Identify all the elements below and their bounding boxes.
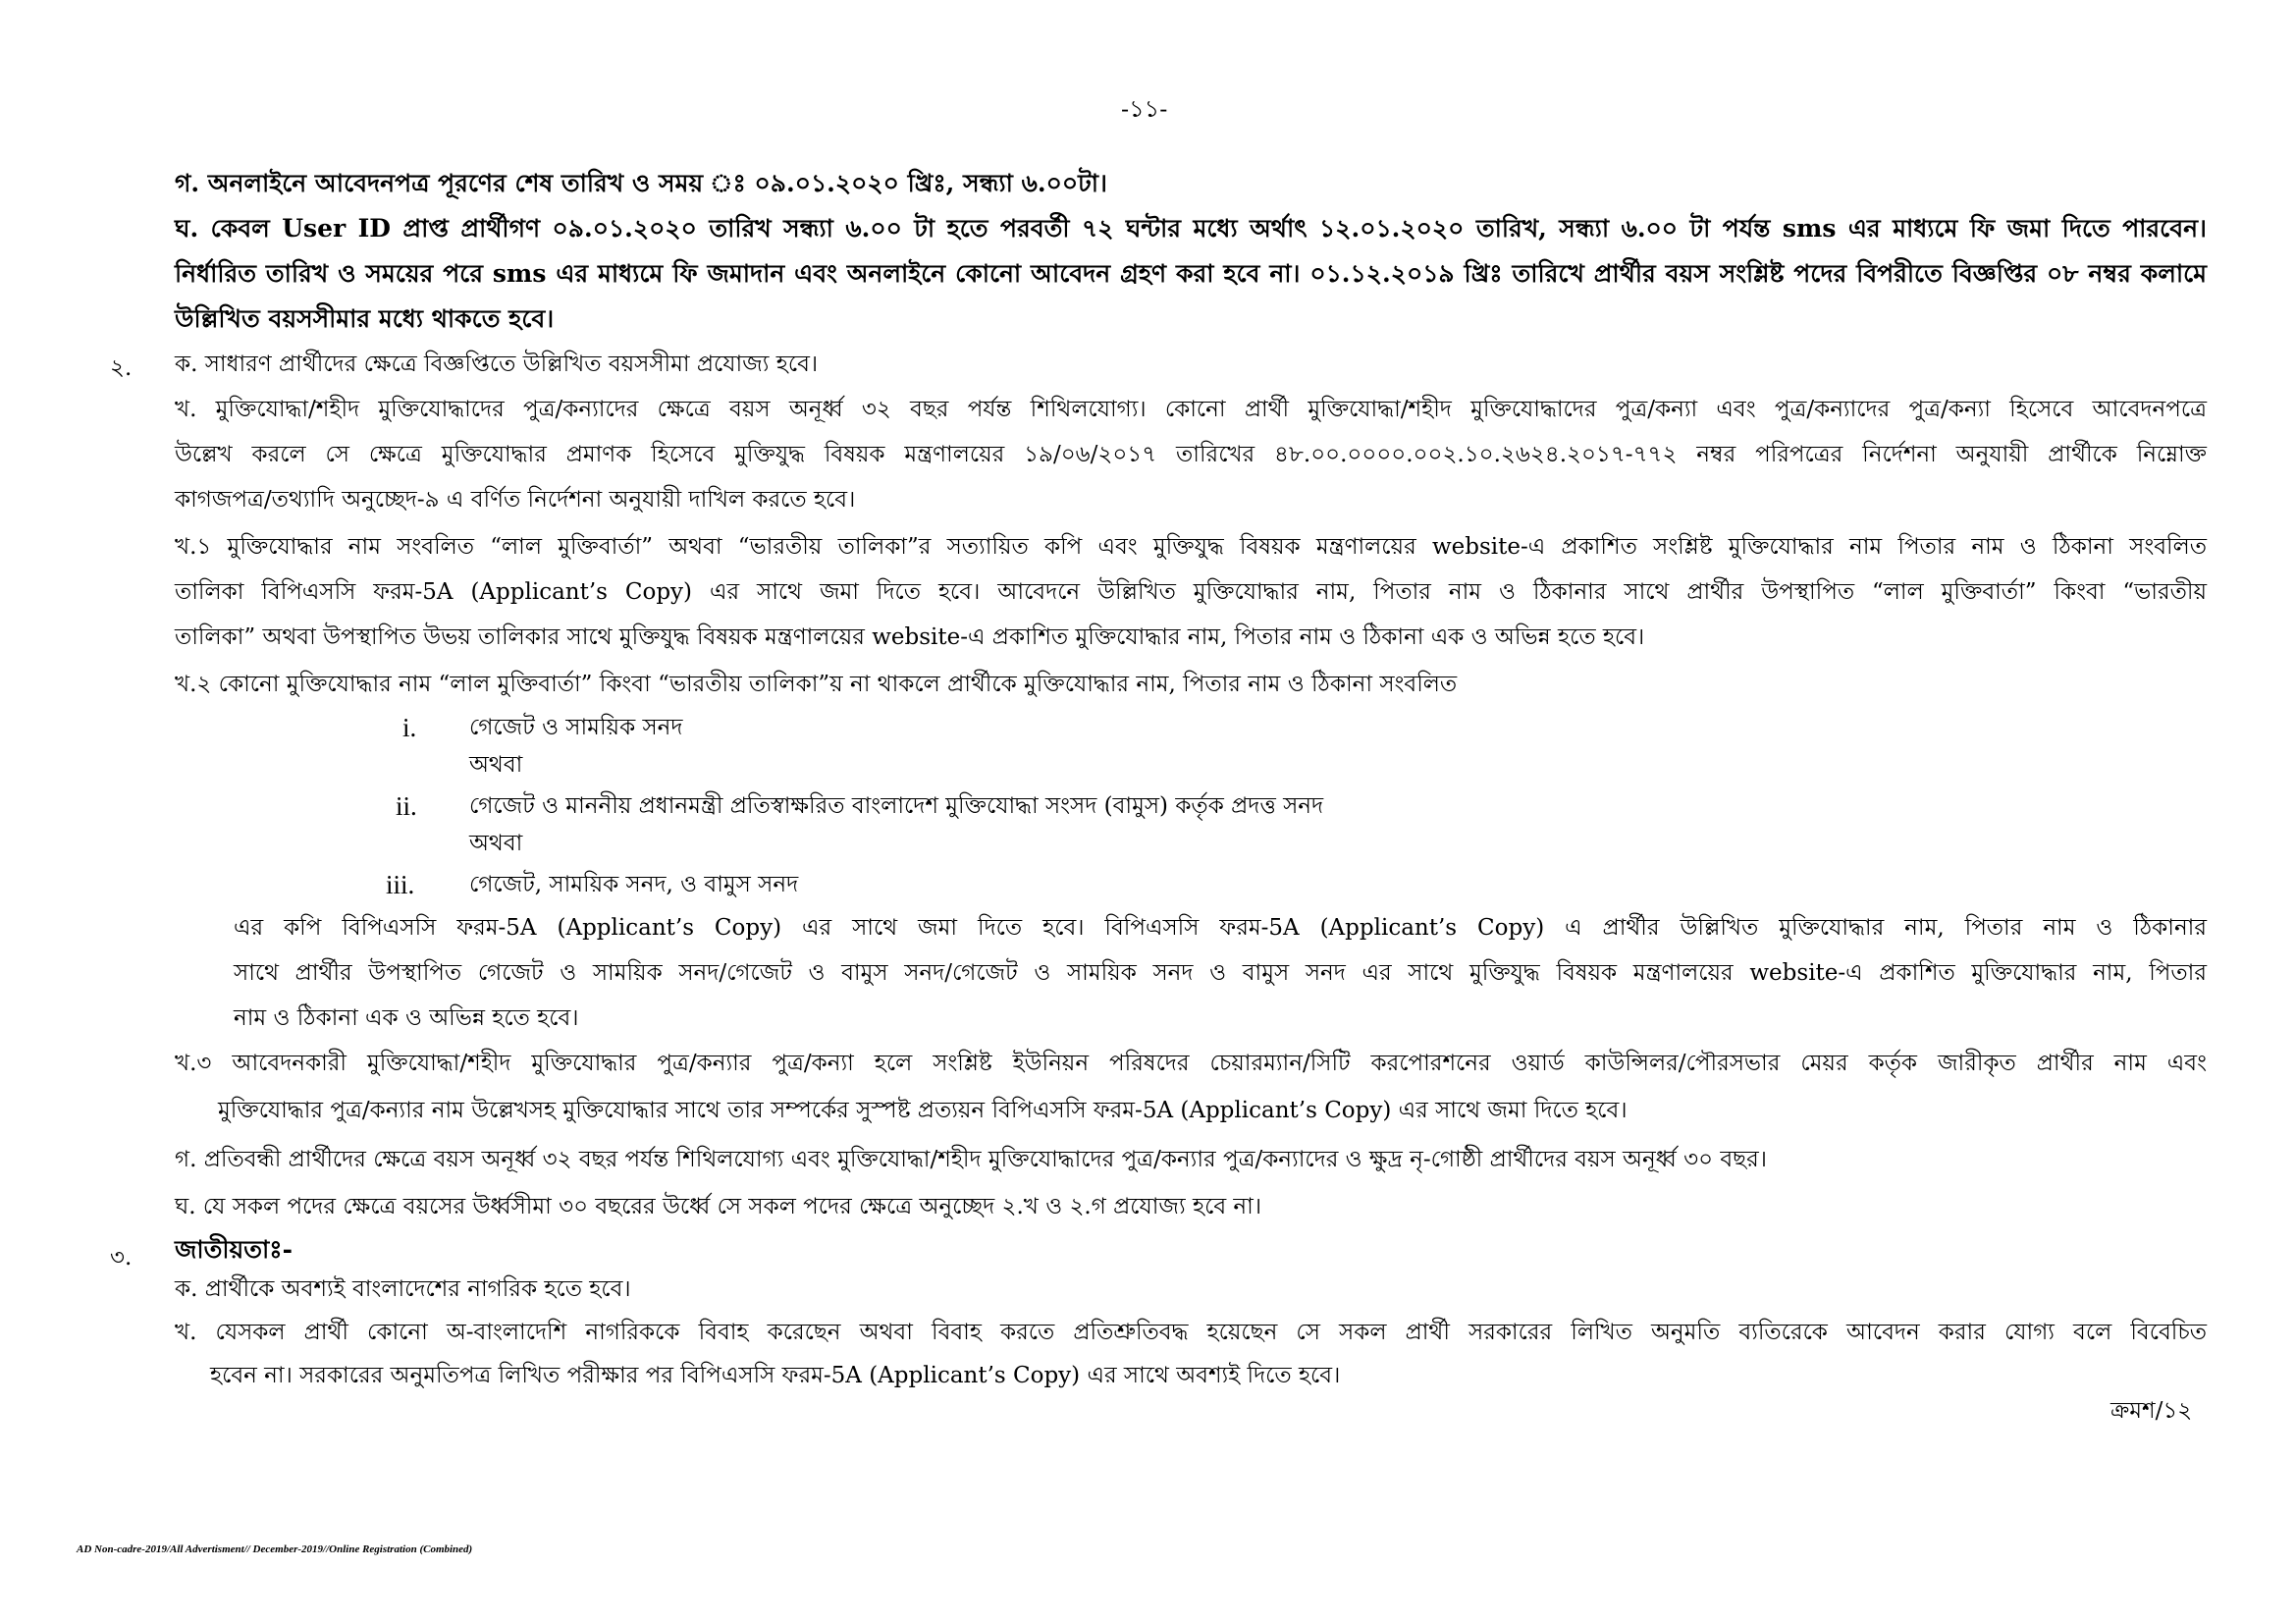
section-2-kha3-line-1: খ.৩ আবেদনকারী মুক্তিযোদ্ধা/শহীদ মুক্তিযোদ্ধার পুত্র/কন্যার পুত্র/কন্যা হলে সংশ্লিষ্ট ইউনিয়ন পরিষদের চেয়ারম্যান/সিটি করপোরশনের ওয়ার্ড কাউন্সিলর/পৌরসভার মেয়র কর্তৃক জারীকৃত প্রার্থীর নাম এবং (175, 1051, 2207, 1076)
list-item-3-number: iii. (386, 870, 415, 899)
section-2-kha1-line-2: তালিকা বিপিএসসি ফরম-5A (Applicant’s Copy) এর সাথে জমা দিতে হবে। আবেদনে উল্লিখিত মুক্তিযোদ্ধার নাম, পিতার নাম ও ঠিকানার সাথে প্রার্থীর উপস্থাপিত “লাল মুক্তিবার্তা” কিংবা “ভারতীয় (175, 579, 2207, 605)
copy-line-1: এর কপি বিপিএসসি ফরম-5A (Applicant’s Copy) এর সাথে জমা দিতে হবে। বিপিএসসি ফরম-5A (Applicant’s Copy) এ প্রার্থীর উল্লিখিত মুক্তিযোদ্ধার নাম, পিতার নাম ও ঠিকানার (234, 915, 2207, 941)
fee-line-2: নির্ধারিত তারিখ ও সময়ের পরে sms এর মাধ্যমে ফি জমাদান এবং অনলাইনে কোনো আবেদন গ্রহণ করা হবে না। ০১.১২.২০১৯ খ্রিঃ তারিখে প্রার্থীর বয়স সংশ্লিষ্ট পদের বিপরীতে বিজ্ঞপ্তির ০৮ নম্বর কলামে (175, 259, 2207, 288)
section-2-kha-line-1: খ. মুক্তিযোদ্ধা/শহীদ মুক্তিযোদ্ধাদের পুত্র/কন্যাদের ক্ষেত্রে বয়স অনূর্ধ্ব ৩২ বছর পর্যন্ত শিথিলযোগ্য। কোনো প্রার্থী মুক্তিযোদ্ধা/শহীদ মুক্তিযোদ্ধাদের পুত্র/কন্যা এবং পুত্র/কন্যাদের পুত্র/কন্যা হিসেবে আবেদনপত্রে (175, 397, 2207, 422)
section-2-kha1-line-1: খ.১ মুক্তিযোদ্ধার নাম সংবলিত “লাল মুক্তিবার্তা” অথবা “ভারতীয় তালিকা”র সত্যায়িত কপি এবং মুক্তিযুদ্ধ বিষয়ক মন্ত্রণালয়ের website-এ প্রকাশিত সংশ্লিষ্ট মুক্তিযোদ্ধার নাম পিতার নাম ও ঠিকানা সংবলিত (175, 534, 2207, 560)
list-item-2-or: অথবা (469, 831, 523, 856)
section-2-kha-line-2: উল্লেখ করলে সে ক্ষেত্রে মুক্তিযোদ্ধার প্রমাণক হিসেবে মুক্তিযুদ্ধ বিষয়ক মন্ত্রণালয়ের ১৯/০৬/২০১৭ তারিখের ৪৮.০০.০০০০.০০২.১০.২৬২৪.২০১৭-৭৭২ নম্বর পরিপত্রের নির্দেশনা অনুযায়ী প্রার্থীকে নিম্নোক্ত (175, 442, 2207, 467)
list-item-1-number: i. (402, 713, 417, 742)
list-item-1-or: অথবা (469, 752, 523, 778)
deadline-line: গ. অনলাইনে আবেদনপত্র পূরণের শেষ তারিখ ও সময় ঃ ০৯.০১.২০২০ খ্রিঃ, সন্ধ্যা ৬.০০টা। (175, 169, 1107, 197)
section-2-ga: গ. প্রতিবন্ধী প্রার্থীদের ক্ষেত্রে বয়স অনূর্ধ্ব ৩২ বছর পর্যন্ত শিথিলযোগ্য এবং মুক্তিযোদ্ধা/শহীদ মুক্তিযোদ্ধাদের পুত্র/কন্যার পুত্র/কন্যাদের ও ক্ষুদ্র নৃ-গোষ্ঠী প্রার্থীদের বয়স অনূর্ধ্ব ৩০ বছর। (175, 1147, 1767, 1172)
section-3-heading: জাতীয়তাঃ- (175, 1235, 293, 1264)
fee-line-1: ঘ. কেবল User ID প্রাপ্ত প্রার্থীগণ ০৯.০১.২০২০ তারিখ সন্ধ্যা ৬.০০ টা হতে পরবর্তী ৭২ ঘন্টার মধ্যে অর্থাৎ ১২.০১.২০২০ তারিখ, সন্ধ্যা ৬.০০ টা পর্যন্ত sms এর মাধ্যমে ফি জমা দিতে পারবেন। (175, 214, 2207, 243)
page-number: -১১- (1121, 95, 1168, 123)
section-2-kha2: খ.২ কোনো মুক্তিযোদ্ধার নাম “লাল মুক্তিবার্তা” কিংবা “ভারতীয় তালিকা”য় না থাকলে প্রার্থীকে মুক্তিযোদ্ধার নাম, পিতার নাম ও ঠিকানা সংবলিত (175, 672, 1458, 697)
section-3-kha-line-2: হবেন না। সরকারের অনুমতিপত্র লিখিত পরীক্ষার পর বিপিএসসি ফরম-5A (Applicant’s Copy) এর সাথে অবশ্যই দিতে হবে। (210, 1363, 1341, 1388)
list-item-2-number: ii. (396, 791, 417, 821)
section-2-gha: ঘ. যে সকল পদের ক্ষেত্রে বয়সের উর্ধ্বসীমা ৩০ বছরের উর্ধ্বে সে সকল পদের ক্ষেত্রে অনুচ্ছেদ ২.খ ও ২.গ প্রযোজ্য হবে না। (175, 1194, 1262, 1219)
continued-note: ক্রমশ/১২ (2110, 1398, 2193, 1424)
list-item-3-text: গেজেট, সাময়িক সনদ, ও বামুস সনদ (469, 872, 799, 897)
copy-line-3: নাম ও ঠিকানা এক ও অভিন্ন হতে হবে। (234, 1005, 579, 1031)
section-3-kha-line-1: খ. যেসকল প্রার্থী কোনো অ-বাংলাদেশি নাগরিককে বিবাহ করেছেন অথবা বিবাহ করতে প্রতিশ্রুতিবদ্ধ হয়েছেন সে সকল প্রার্থী সরকারের লিখিত অনুমতি ব্যতিরেকে আবেদন করার যোগ্য বলে বিবেচিত (175, 1320, 2207, 1345)
fee-line-3: উল্লিখিত বয়সসীমার মধ্যে থাকতে হবে। (175, 304, 555, 333)
section-2-ka: ক. সাধারণ প্রার্থীদের ক্ষেত্রে বিজ্ঞপ্তিতে উল্লিখিত বয়সসীমা প্রযোজ্য হবে। (175, 352, 819, 377)
footer-note: AD Non-cadre-2019/All Advertisment// December-2019//Online Registration (Combined) (77, 1543, 473, 1555)
section-2-kha1-line-3: তালিকা” অথবা উপস্থাপিত উভয় তালিকার সাথে মুক্তিযুদ্ধ বিষয়ক মন্ত্রণালয়ের website-এ প্রকাশিত মুক্তিযোদ্ধার নাম, পিতার নাম ও ঠিকানা এক ও অভিন্ন হতে হবে। (175, 624, 1645, 650)
copy-line-2: সাথে প্রার্থীর উপস্থাপিত গেজেট ও সাময়িক সনদ/গেজেট ও বামুস সনদ/গেজেট ও সাময়িক সনদ ও বামুস সনদ এর সাথে মুক্তিযুদ্ধ বিষয়ক মন্ত্রণালয়ের website-এ প্রকাশিত মুক্তিযোদ্ধার নাম, পিতার (234, 960, 2207, 986)
section-3-number: ৩. (110, 1245, 133, 1271)
section-2-number: ২. (110, 355, 133, 381)
list-item-1-text: গেজেট ও সাময়িক সনদ (469, 715, 683, 740)
section-3-ka: ক. প্রার্থীকে অবশ্যই বাংলাদেশের নাগরিক হতে হবে। (175, 1276, 631, 1302)
section-2-kha3-line-2: মুক্তিযোদ্ধার পুত্র/কন্যার নাম উল্লেখসহ মুক্তিযোদ্ধার সাথে তার সম্পর্কের সুস্পষ্ট প্রত্যয়ন বিপিএসসি ফরম-5A (Applicant’s Copy) এর সাথে জমা দিতে হবে। (218, 1098, 1628, 1123)
list-item-2-text: গেজেট ও মাননীয় প্রধানমন্ত্রী প্রতিস্বাক্ষরিত বাংলাদেশ মুক্তিযোদ্ধা সংসদ (বামুস) কর্তৃক প্রদত্ত সনদ (469, 793, 1324, 819)
section-2-kha-line-3: কাগজপত্র/তথ্যাদি অনুচ্ছেদ-৯ এ বর্ণিত নির্দেশনা অনুযায়ী দাখিল করতে হবে। (175, 487, 856, 513)
